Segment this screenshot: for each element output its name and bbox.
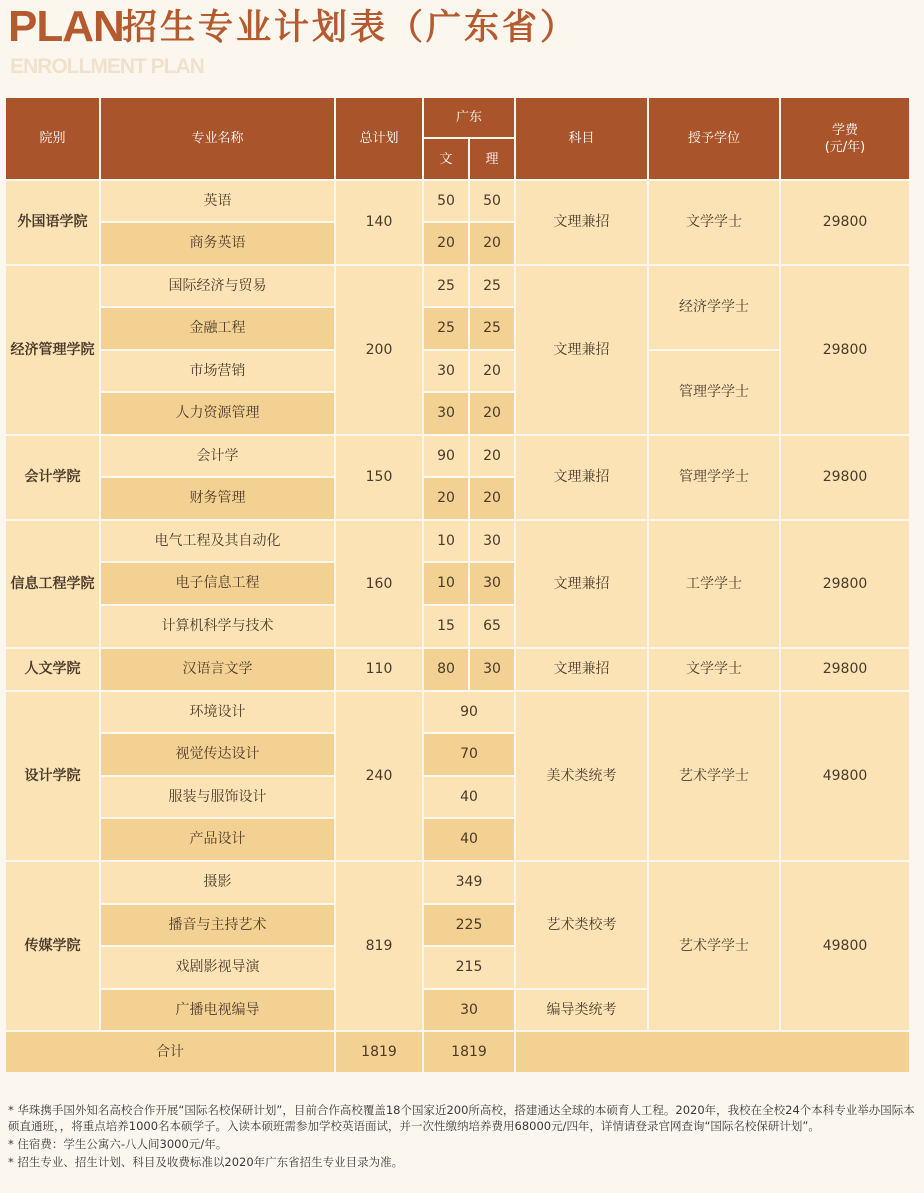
- department-subject: 编导类统考: [516, 990, 647, 1030]
- major-name: 计算机科学与技术: [101, 606, 334, 647]
- major-science-count: 20: [470, 393, 514, 434]
- header-science: 理: [470, 139, 514, 179]
- department-degree: 经济学学士: [649, 266, 779, 349]
- total-blank: [516, 1032, 909, 1072]
- department-name: 设计学院: [6, 692, 99, 860]
- department-name: 信息工程学院: [6, 521, 99, 647]
- department-fee: 49800: [781, 692, 909, 860]
- footnote-program: * 华珠携手国外知名高校合作开展“国际名校保研计划”，目前合作高校覆盖18个国家近200所高校，搭建通达全球的本硕育人工程。2020年，我校在全校24个本科专业举办国际本硕直通班，，将重点培养1000名本硕学子。入读本硕班需参加学校英语面试，并一次性缴纳培养费用68000元/四年，详情请登录官网查询“国际名校保研计划”。: [8, 1103, 915, 1133]
- major-count: 40: [424, 777, 514, 817]
- major-count: 90: [424, 692, 514, 732]
- major-arts-count: 30: [424, 351, 468, 391]
- major-count: 70: [424, 734, 514, 775]
- department-degree: 文学学士: [649, 649, 779, 690]
- department-fee: 29800: [781, 521, 909, 647]
- plan-wordmark: PLAN: [8, 2, 124, 51]
- department-total: 819: [336, 862, 422, 1030]
- department-total: 160: [336, 521, 422, 647]
- department-total: 240: [336, 692, 422, 860]
- major-name: 戏剧影视导演: [101, 947, 334, 988]
- major-arts-count: 20: [424, 478, 468, 519]
- major-science-count: 20: [470, 478, 514, 519]
- major-arts-count: 50: [424, 181, 468, 221]
- department-name: 经济管理学院: [6, 266, 99, 434]
- department-fee: 49800: [781, 862, 909, 1030]
- major-name: 电气工程及其自动化: [101, 521, 334, 561]
- department-subject: 文理兼招: [516, 181, 647, 264]
- department-name: 外国语学院: [6, 181, 99, 264]
- major-name: 财务管理: [101, 478, 334, 519]
- department-subject: 文理兼招: [516, 266, 647, 434]
- major-count: 349: [424, 862, 514, 903]
- footnote-disclaimer: * 招生专业、招生计划、科目及收费标准以2020年广东省招生专业目录为准。: [8, 1155, 404, 1169]
- major-name: 电子信息工程: [101, 563, 334, 604]
- major-arts-count: 90: [424, 436, 468, 476]
- major-science-count: 25: [470, 266, 514, 306]
- department-degree: 文学学士: [649, 181, 779, 264]
- header-department: 院别: [6, 98, 99, 179]
- department-degree: 管理学学士: [649, 436, 779, 519]
- total-guangdong: 1819: [424, 1032, 514, 1072]
- department-fee: 29800: [781, 181, 909, 264]
- major-arts-count: 25: [424, 266, 468, 306]
- major-science-count: 20: [470, 223, 514, 264]
- page-title: 招生专业计划表（广东省）: [122, 8, 579, 48]
- major-name: 摄影: [101, 862, 334, 903]
- department-total: 140: [336, 181, 422, 264]
- major-science-count: 30: [470, 649, 514, 690]
- department-degree: 工学学士: [649, 521, 779, 647]
- header-arts: 文: [424, 139, 468, 179]
- department-name: 传媒学院: [6, 862, 99, 1030]
- department-name: 会计学院: [6, 436, 99, 519]
- major-arts-count: 20: [424, 223, 468, 264]
- header-fee: 学费 (元/年): [781, 98, 909, 179]
- major-name: 金融工程: [101, 308, 334, 349]
- header-major: 专业名称: [101, 98, 334, 179]
- major-name: 英语: [101, 181, 334, 221]
- major-science-count: 20: [470, 351, 514, 391]
- department-subject: 文理兼招: [516, 436, 647, 519]
- major-count: 215: [424, 947, 514, 988]
- footnote-dormitory: * 住宿费：学生公寓六-八人间3000元/年。: [8, 1137, 228, 1151]
- major-science-count: 30: [470, 563, 514, 604]
- major-name: 产品设计: [101, 819, 334, 860]
- header-total: 总计划: [336, 98, 422, 179]
- major-arts-count: 30: [424, 393, 468, 434]
- major-name: 商务英语: [101, 223, 334, 264]
- major-name: 国际经济与贸易: [101, 266, 334, 306]
- department-fee: 29800: [781, 436, 909, 519]
- total-label: 合计: [6, 1032, 334, 1072]
- major-science-count: 25: [470, 308, 514, 349]
- major-science-count: 20: [470, 436, 514, 476]
- footnotes: [8, 1102, 920, 1172]
- major-name: 播音与主持艺术: [101, 905, 334, 945]
- department-name: 人文学院: [6, 649, 99, 690]
- department-total: 150: [336, 436, 422, 519]
- major-name: 市场营销: [101, 351, 334, 391]
- major-arts-count: 25: [424, 308, 468, 349]
- department-subject: 艺术类校考: [516, 862, 647, 988]
- major-name: 服装与服饰设计: [101, 777, 334, 817]
- department-subject: 美术类统考: [516, 692, 647, 860]
- major-name: 人力资源管理: [101, 393, 334, 434]
- department-total: 110: [336, 649, 422, 690]
- department-subject: 文理兼招: [516, 521, 647, 647]
- major-count: 30: [424, 990, 514, 1030]
- department-subject: 文理兼招: [516, 649, 647, 690]
- department-degree: 管理学学士: [649, 351, 779, 434]
- major-arts-count: 80: [424, 649, 468, 690]
- major-arts-count: 10: [424, 521, 468, 561]
- major-name: 会计学: [101, 436, 334, 476]
- major-arts-count: 10: [424, 563, 468, 604]
- department-fee: 29800: [781, 266, 909, 434]
- department-fee: 29800: [781, 649, 909, 690]
- major-count: 40: [424, 819, 514, 860]
- department-total: 200: [336, 266, 422, 434]
- major-science-count: 65: [470, 606, 514, 647]
- header-subject: 科目: [516, 98, 647, 179]
- major-count: 225: [424, 905, 514, 945]
- major-arts-count: 15: [424, 606, 468, 647]
- header-guangdong: 广东: [424, 98, 514, 137]
- major-science-count: 30: [470, 521, 514, 561]
- department-degree: 艺术学学士: [649, 862, 779, 1030]
- major-science-count: 50: [470, 181, 514, 221]
- major-name: 视觉传达设计: [101, 734, 334, 775]
- major-name: 汉语言文学: [101, 649, 334, 690]
- page-subtitle: ENROLLMENT PLAN: [10, 55, 204, 78]
- major-name: 环境设计: [101, 692, 334, 732]
- total-plan: 1819: [336, 1032, 422, 1072]
- header-degree: 授予学位: [649, 98, 779, 179]
- major-name: 广播电视编导: [101, 990, 334, 1030]
- department-degree: 艺术学学士: [649, 692, 779, 860]
